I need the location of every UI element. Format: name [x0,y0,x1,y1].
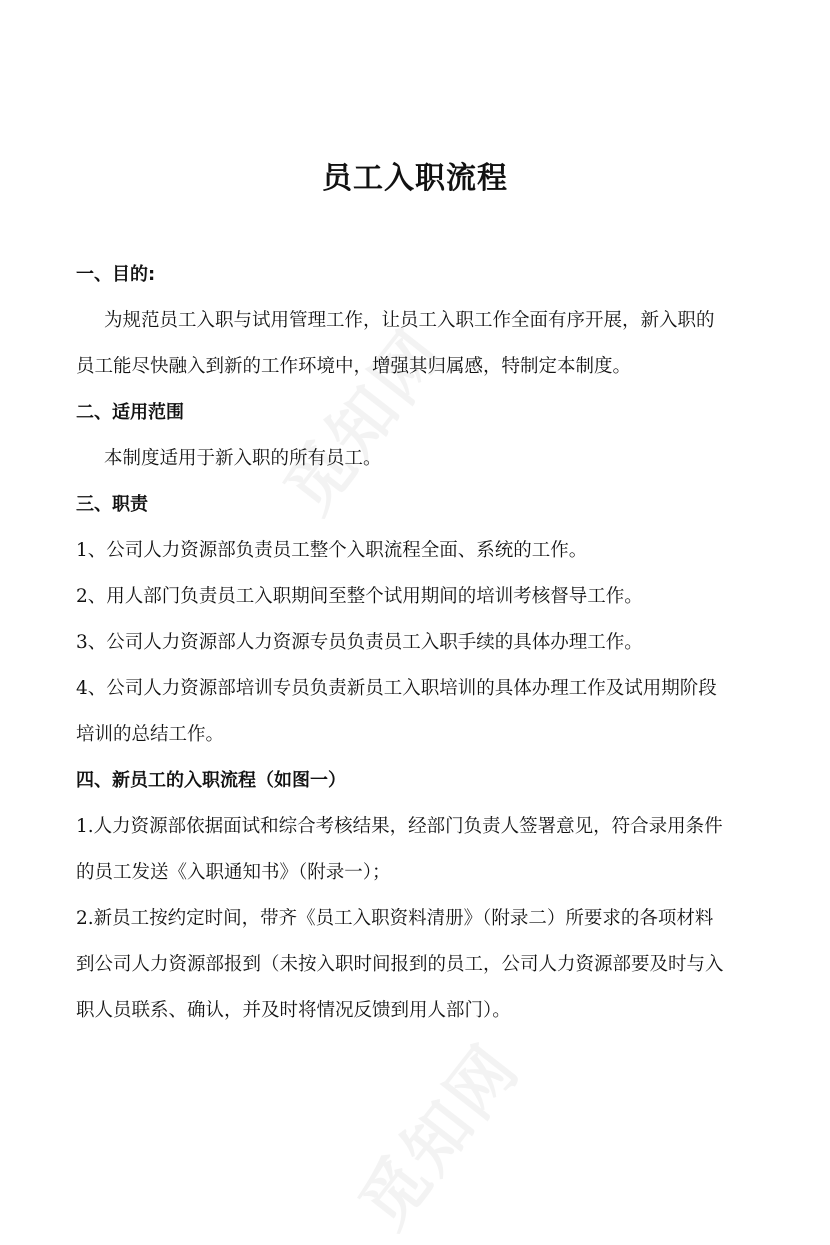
section-heading: 四、新员工的入职流程（如图一） [76,770,346,791]
paragraph-line: 为规范员工入职与试用管理工作，让员工入职工作全面有序开展，新入职的 [104,310,715,331]
list-item-continuation: 到公司人力资源部报到（未按入职时间报到的员工，公司人力资源部要及时与入 [76,954,724,975]
list-item: 3、公司人力资源部人力资源专员负责员工入职手续的具体办理工作。 [76,632,643,653]
section-duties [76,482,756,758]
section-heading: 一、目的: [76,264,156,285]
list-item-continuation: 培训的总结工作。 [76,724,225,745]
page-title: 员工入职流程 [322,161,508,196]
section-heading: 二、适用范围 [76,402,184,423]
list-item: 4、公司人力资源部培训专员负责新员工入职培训的具体办理工作及试用期阶段 [76,678,717,699]
paragraph-line: 本制度适用于新入职的所有员工。 [104,448,382,469]
section-scope [76,390,756,482]
list-item: 2.新员工按约定时间，带齐《员工入职资料清册》（附录二）所要求的各项材料 [76,908,714,929]
list-item-continuation: 职人员联系、确认，并及时将情况反馈到用人部门）。 [76,1000,511,1021]
section-purpose [76,252,756,390]
section-heading: 三、职责 [76,494,148,515]
list-item: 2、用人部门负责员工入职期间至整个试用期间的培训考核督导工作。 [76,586,643,607]
watermark [333,1021,537,1245]
list-item: 1.人力资源部依据面试和综合考核结果，经部门负责人签署意见，符合录用条件 [76,816,723,837]
list-item-continuation: 的员工发送《入职通知书》（附录一）； [76,862,391,883]
section-process [76,758,756,1034]
paragraph-line: 员工能尽快融入到新的工作环境中，增强其归属感，特制定本制度。 [76,356,632,377]
list-item: 1、公司人力资源部负责员工整个入职流程全面、系统的工作。 [76,540,588,561]
document-body [76,252,756,1034]
